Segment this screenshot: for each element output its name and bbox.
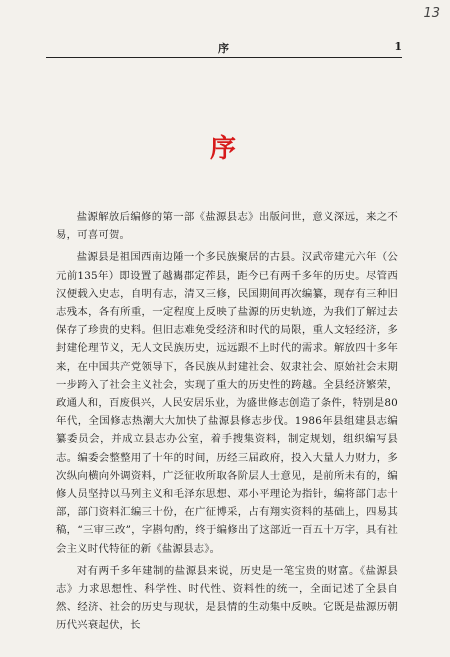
paragraph: 对有两千多年建制的盐源县来说，历史是一笔宝贵的财富。《盐源县志》力求思想性、科学性、时代性、资料性的统一，全面记述了全县自然、经济、社会的历史与现状，是县情的生动集中反映。它既是盐源历朝历代兴衰起伏，长 bbox=[56, 564, 398, 632]
paragraph: 盐源解放后编修的第一部《盐源县志》出版问世，意义深远，来之不易，可喜可贺。 bbox=[56, 211, 398, 242]
header-page-number: 1 bbox=[394, 40, 402, 53]
preface-body bbox=[56, 208, 398, 639]
page-title: 序 bbox=[209, 134, 240, 164]
header-title: 序 bbox=[218, 42, 230, 55]
running-header bbox=[46, 38, 402, 56]
page-corner-mark: 13 bbox=[423, 6, 440, 21]
paragraph: 盐源县是祖国西南边陲一个多民族聚居的古县。汉武帝建元六年（公元前135年）即设置了越巂郡定莋县，距今已有两千多年的历史。尽管西汉便载入史志，自明有志，清又三修，民国期间再次编纂，现存有三种旧志残本，各有所重，一定程度上反映了盐源的历史轨迹，为我们了解过去保存了珍贵的史料。但旧志难免受经济和时代的局限，重人文轻经济，多封建伦理节义，无人文民族历史，远远跟不上时代的需求。解放四十多年来，在中国共产党领导下，各民族从封建社会、奴隶社会、原始社会末期一步跨入了社会主义社会，实现了重大的历史性的跨越。全县经济繁荣，政通人和，百废俱兴，人民安居乐业，为盛世修志创造了条件，特别是80年代，全国修志热潮大大加快了盐源县修志步伐。1986年县组建县志编纂委员会，并成立县志办公室，着手搜集资料，制定规划，组织编写县志。编委会整整用了十年的时间，历经三届政府，投入大量人力财力，多次纵向横向外调资料，广泛征收所取各阶层人士意见，是前所未有的，编修人员坚持以马列主义和毛泽东思想、邓小平理论为指针，编将部门志十部，部门资料汇编三十份，在广征博采，占有翔实资料的基础上，四易其稿，“三审三改”，字斟句酌，终于编修出了这部近一百五十万字，具有社会主义时代特征的新《盐源县志》。 bbox=[56, 251, 398, 555]
header-rule bbox=[46, 57, 402, 58]
